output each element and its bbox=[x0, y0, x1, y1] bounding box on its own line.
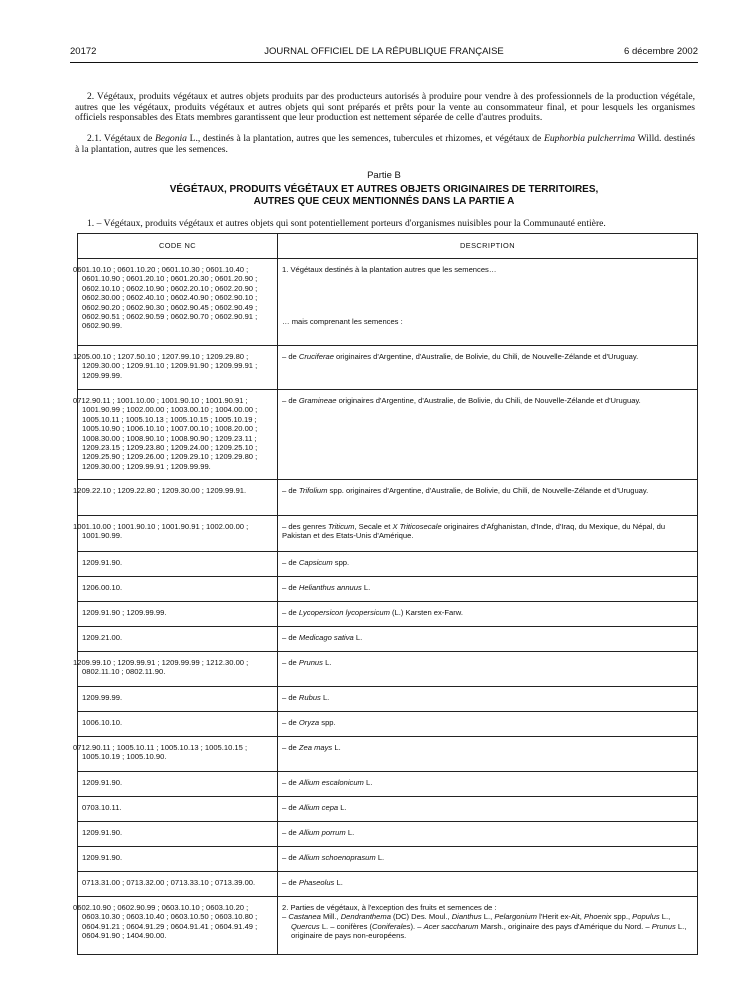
description-cell bbox=[278, 712, 698, 737]
species-name: Populus bbox=[632, 912, 660, 922]
table-row bbox=[78, 552, 698, 577]
header-rule bbox=[70, 62, 698, 63]
description-cell bbox=[278, 772, 698, 797]
text-run: – de bbox=[282, 778, 299, 787]
description-cell bbox=[278, 516, 698, 552]
code-cell: 1209.99.99. bbox=[78, 687, 278, 712]
paragraph-2-1 bbox=[75, 134, 695, 155]
text-run: L. bbox=[322, 658, 332, 667]
text-run: – de bbox=[282, 828, 299, 837]
description-cell bbox=[278, 822, 698, 847]
section-title-line-2: AUTRES QUE CEUX MENTIONNÉS DANS LA PARTIE A bbox=[253, 196, 515, 207]
table-row bbox=[78, 516, 698, 552]
table-row bbox=[78, 772, 698, 797]
code-cell: 0703.10.11. bbox=[78, 797, 278, 822]
code-cell: 1209.22.10 ; 1209.22.80 ; 1209.30.00 ; 1209.99.91. bbox=[78, 480, 278, 516]
description-cell bbox=[278, 897, 698, 955]
text-run: spp. originaires d'Argentine, d'Australie, de Bolivie, du Chili, de Nouvelle-Zélande et d'Uruguay. bbox=[327, 486, 649, 495]
code-cell: 0713.31.00 ; 0713.32.00 ; 0713.33.10 ; 0713.39.00. bbox=[78, 872, 278, 897]
table-header-row bbox=[78, 234, 698, 259]
species-name: Medicago sativa bbox=[298, 633, 354, 642]
table-row bbox=[78, 897, 698, 955]
table-row bbox=[78, 712, 698, 737]
species-name: Begonia bbox=[154, 133, 187, 144]
text-run: Willd. destinés à la plantation, autres que les semences. bbox=[75, 133, 695, 155]
code-cell: 1001.10.00 ; 1001.90.10 ; 1001.90.91 ; 1002.00.00 ; 1001.90.99. bbox=[78, 516, 278, 552]
intro-paragraph: 1. – Végétaux, produits végétaux et autres objets qui sont potentiellement porteurs d'organismes nuisibles pour la Communauté entière. bbox=[87, 218, 606, 229]
partie-heading: Partie B bbox=[367, 170, 401, 181]
species-name: Phaseolus bbox=[298, 878, 335, 887]
column-header-code: CODE NC bbox=[78, 234, 278, 259]
table-row bbox=[78, 259, 698, 346]
text-run: L., bbox=[659, 912, 671, 922]
table-row bbox=[78, 390, 698, 480]
species-name: Zea mays bbox=[298, 743, 333, 752]
description-heading: 2. Parties de végétaux, à l'exception des fruits et semences de : bbox=[282, 903, 497, 912]
text-run: L. bbox=[345, 828, 355, 837]
text-run: – de bbox=[282, 352, 299, 361]
text-run: – de bbox=[282, 558, 299, 567]
section-title-line-1: VÉGÉTAUX, PRODUITS VÉGÉTAUX ET AUTRES OBJETS ORIGINAIRES DE TERRITOIRES, bbox=[169, 184, 599, 195]
species-name: Allium porrum bbox=[298, 828, 346, 837]
code-cell: 0712.90.11 ; 1005.10.11 ; 1005.10.13 ; 1005.10.15 ; 1005.10.19 ; 1005.10.90. bbox=[78, 737, 278, 772]
column-header-description: DESCRIPTION bbox=[278, 234, 698, 259]
species-name: Phoenix bbox=[584, 912, 612, 922]
text-run: L., bbox=[481, 912, 495, 922]
species-name: Dendranthema bbox=[340, 912, 391, 922]
species-name: X Triticosecale bbox=[392, 522, 442, 531]
text-run: – de bbox=[282, 583, 299, 592]
species-name: Euphorbia pulcherrima bbox=[543, 133, 636, 144]
text-run: L. bbox=[338, 803, 347, 812]
code-cell: 0601.10.10 ; 0601.10.20 ; 0601.10.30 ; 0601.10.40 ; 0601.10.90 ; 0601.20.10 ; 0601.20.30 ; 0601.20.90 ; 0602.10.10 ; 0602.10.90 ; 0602.20.10 ; 0602.20.90 ; 0602.30.00 ; 0602.40.10 ; 0602.40.90 ; 0602.90.10 ; 0602.90.20 ; 0602.90.30 ; 0602.90.45 ; 0602.90.49 ; 0602.90.51 ; 0602.90.59 ; 0602.90.70 ; 0602.90.91 ; 0602.90.99. bbox=[78, 259, 278, 346]
table-row bbox=[78, 480, 698, 516]
text-run: (L.) Karsten ex-Farw. bbox=[389, 608, 463, 617]
text-run: L. bbox=[334, 878, 343, 887]
text-run: – de bbox=[282, 878, 299, 887]
description-cell bbox=[278, 602, 698, 627]
species-name: Cruciferae bbox=[298, 352, 334, 361]
code-cell: 1209.91.90 ; 1209.99.99. bbox=[78, 602, 278, 627]
description-cell bbox=[278, 577, 698, 602]
species-name: Lycopersicon lycopersicum bbox=[298, 608, 390, 617]
text-run: L. bbox=[375, 853, 385, 862]
text-run: 2.1. Végétaux de bbox=[87, 133, 155, 144]
code-cell: 1209.91.90. bbox=[78, 822, 278, 847]
text-run: – de bbox=[282, 743, 299, 752]
code-cell: 1209.91.90. bbox=[78, 772, 278, 797]
text-run: ). – bbox=[410, 921, 424, 931]
text-run: – de bbox=[282, 608, 299, 617]
description-cell bbox=[278, 737, 698, 772]
species-name: Oryza bbox=[298, 718, 320, 727]
species-name: Allium escalonicum bbox=[298, 778, 364, 787]
code-cell: 1209.99.10 ; 1209.99.91 ; 1209.99.99 ; 1212.30.00 ; 0802.11.10 ; 0802.11.90. bbox=[78, 652, 278, 687]
text-run: L. bbox=[332, 743, 341, 752]
page-header bbox=[70, 46, 698, 60]
text-run: – de bbox=[282, 853, 299, 862]
description-cell bbox=[278, 390, 698, 480]
text-run: – bbox=[282, 912, 289, 922]
text-run: spp., bbox=[611, 912, 633, 922]
section-title bbox=[70, 184, 698, 208]
text-run: – de bbox=[282, 718, 299, 727]
description-cell bbox=[278, 346, 698, 390]
description-text: … mais comprenant les semences : bbox=[282, 317, 403, 327]
description-cell bbox=[278, 652, 698, 687]
text-run: (DC) Des. Moul., bbox=[390, 912, 452, 922]
code-cell: 1205.00.10 ; 1207.50.10 ; 1207.99.10 ; 1209.29.80 ; 1209.30.00 ; 1209.91.10 ; 1209.91.90 ; 1209.99.91 ; 1209.99.99. bbox=[78, 346, 278, 390]
text-run: originaires d'Argentine, d'Australie, de Bolivie, du Chili, de Nouvelle-Zélande et d'Uruguay. bbox=[333, 352, 639, 361]
table-row bbox=[78, 872, 698, 897]
table-row bbox=[78, 652, 698, 687]
text-run: – de bbox=[282, 803, 299, 812]
text-run: – des genres bbox=[282, 522, 329, 531]
species-name: Trifolium bbox=[298, 486, 328, 495]
text-run: l'Herit ex-Ait, bbox=[537, 912, 585, 922]
text-run: – de bbox=[282, 486, 299, 495]
description-cell bbox=[278, 552, 698, 577]
text-run: originaires d'Argentine, d'Australie, de Bolivie, du Chili, de Nouvelle-Zélande et d'Uruguay. bbox=[336, 396, 641, 405]
description-cell bbox=[278, 259, 698, 346]
species-name: Rubus bbox=[298, 693, 321, 702]
species-name: Prunus bbox=[298, 658, 323, 667]
table-row bbox=[78, 627, 698, 652]
table-row bbox=[78, 602, 698, 627]
text-run: , Secale et bbox=[354, 522, 393, 531]
species-name: Allium schoenoprasum bbox=[298, 853, 376, 862]
species-name: Gramineae bbox=[298, 396, 337, 405]
text-run: – de bbox=[282, 396, 299, 405]
page-number: 20172 bbox=[70, 46, 97, 57]
code-cell: 1209.21.00. bbox=[78, 627, 278, 652]
table-row bbox=[78, 346, 698, 390]
code-cell: 1209.91.90. bbox=[78, 847, 278, 872]
table-row bbox=[78, 822, 698, 847]
description-cell bbox=[278, 797, 698, 822]
text-run: spp. bbox=[332, 558, 350, 567]
text-run: L. – conifères ( bbox=[319, 921, 373, 931]
species-name: Allium cepa bbox=[298, 803, 339, 812]
nc-code-table bbox=[73, 233, 698, 955]
journal-title: JOURNAL OFFICIEL DE LA RÉPUBLIQUE FRANÇAISE bbox=[264, 46, 504, 57]
table-row bbox=[78, 577, 698, 602]
text-run: L. bbox=[320, 693, 330, 702]
text-run: – de bbox=[282, 658, 299, 667]
code-cell: 0712.90.11 ; 1001.10.00 ; 1001.90.10 ; 1001.90.91 ; 1001.90.99 ; 1002.00.00 ; 1003.00.10 ; 1004.00.00 ; 1005.10.11 ; 1005.10.13 ; 1005.10.15 ; 1005.10.19 ; 1005.10.90 ; 1006.10.10 ; 1007.00.10 ; 1008.20.00 ; 1008.30.00 ; 1008.90.10 ; 1008.90.90 ; 1209.23.11 ; 1209.23.15 ; 1209.23.80 ; 1209.24.00 ; 1209.25.10 ; 1209.25.90 ; 1209.26.00 ; 1209.29.10 ; 1209.29.80 ; 1209.30.00 ; 1209.99.91 ; 1209.99.99. bbox=[78, 390, 278, 480]
table-row bbox=[78, 797, 698, 822]
code-cell: 1206.00.10. bbox=[78, 577, 278, 602]
text-run: – de bbox=[282, 633, 299, 642]
description-text bbox=[282, 912, 693, 940]
description-cell bbox=[278, 480, 698, 516]
description-cell bbox=[278, 627, 698, 652]
description-cell bbox=[278, 687, 698, 712]
table-row bbox=[78, 687, 698, 712]
text-run: L., originaire de pays non-européens. bbox=[291, 921, 687, 941]
species-name: Capsicum bbox=[298, 558, 333, 567]
table-row bbox=[78, 847, 698, 872]
species-name: Coniferales bbox=[372, 921, 411, 931]
text-run: L. bbox=[363, 778, 373, 787]
text-run: originaires d'Afghanistan, d'Inde, d'Iraq, du Mexique, du Népal, du Pakistan et des Etats-Unis d'Amérique. bbox=[282, 522, 666, 541]
description-text: 1. Végétaux destinés à la plantation autres que les semences… bbox=[282, 265, 497, 274]
species-name: Helianthus annuus bbox=[298, 583, 362, 592]
species-name: Acer saccharum bbox=[423, 921, 479, 931]
table-row bbox=[78, 737, 698, 772]
description-cell bbox=[278, 847, 698, 872]
text-run: – de bbox=[282, 693, 299, 702]
text-run: Mill., bbox=[320, 912, 341, 922]
text-run: L. bbox=[361, 583, 371, 592]
species-name: Triticum bbox=[328, 522, 355, 531]
text-run: Marsh., originaire des pays d'Amérique du Nord. – bbox=[478, 921, 652, 931]
text-run: L., destinés à la plantation, autres que les semences, tubercules et rhizomes, et végétaux de bbox=[186, 133, 544, 144]
code-cell: 0602.10.90 ; 0602.90.99 ; 0603.10.10 ; 0603.10.20 ; 0603.10.30 ; 0603.10.40 ; 0603.10.50 ; 0603.10.80 ; 0604.91.21 ; 0604.91.29 ; 0604.91.41 ; 0604.91.49 ; 0604.91.90 ; 1404.90.00. bbox=[78, 897, 278, 955]
species-name: Quercus bbox=[291, 921, 320, 931]
paragraph-2: 2. Végétaux, produits végétaux et autres objets produits par des producteurs autorisés à produire pour vendre à des professionnels de la production végétale, autres que les végétaux, produits végétaux et autres objets qui sont préparés et prêts pour la vente au consommateur final, et pour lesquels les organismes officiels responsables des Etats membres garantissent que leur production est nettement séparée de celle d'autres produits. bbox=[75, 91, 695, 124]
species-name: Prunus bbox=[651, 921, 676, 931]
code-cell: 1209.91.90. bbox=[78, 552, 278, 577]
text-run: spp. bbox=[319, 718, 336, 727]
description-cell bbox=[278, 872, 698, 897]
text-run: L. bbox=[353, 633, 363, 642]
publication-date: 6 décembre 2002 bbox=[624, 46, 698, 57]
species-name: Castanea bbox=[288, 912, 321, 922]
species-name: Dianthus bbox=[451, 912, 482, 922]
species-name: Pelargonium bbox=[494, 912, 537, 922]
code-cell: 1006.10.10. bbox=[78, 712, 278, 737]
